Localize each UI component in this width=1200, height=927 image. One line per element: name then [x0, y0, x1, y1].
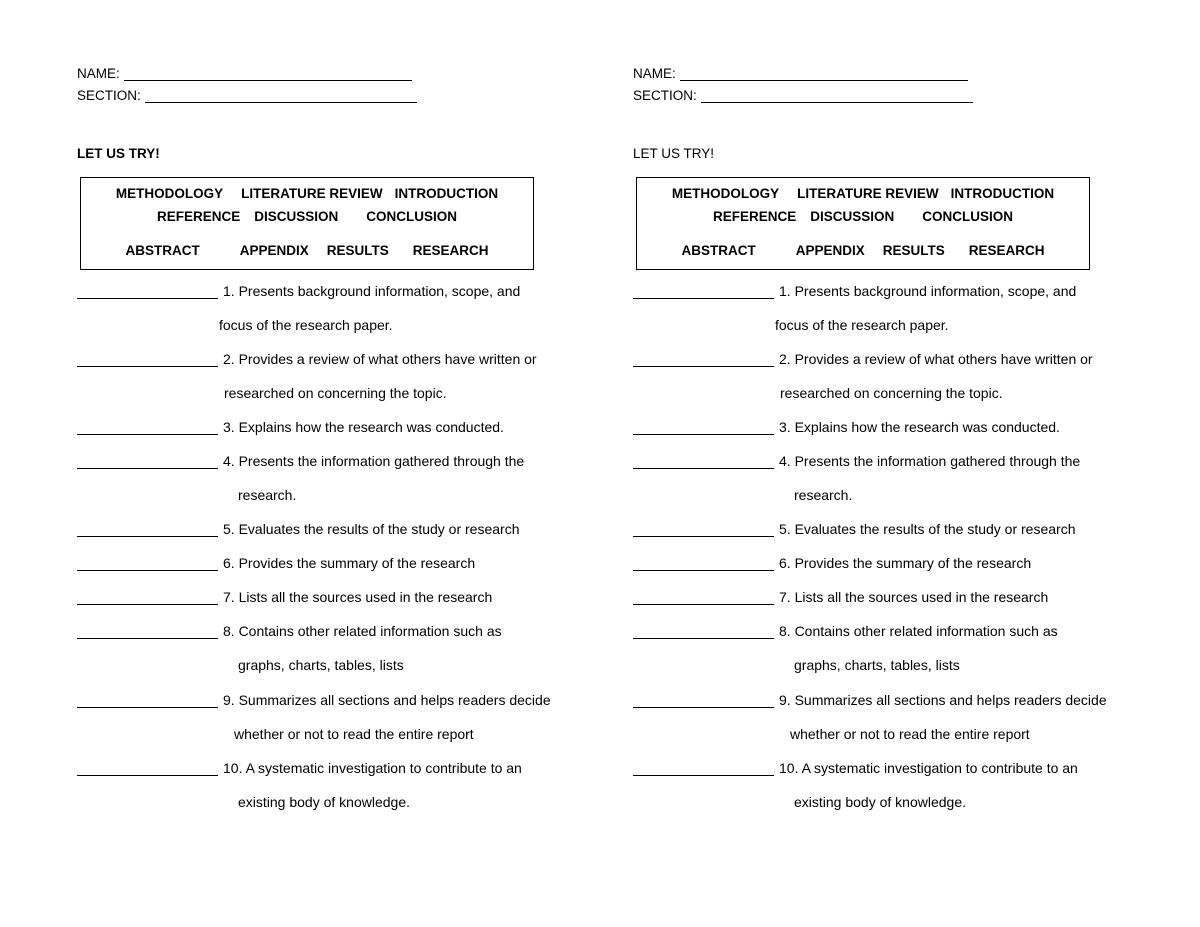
word-reference: REFERENCE — [156, 209, 241, 224]
section-field — [633, 88, 973, 103]
answer-blank[interactable] — [77, 761, 218, 776]
answer-blank[interactable] — [77, 454, 218, 469]
section-blank[interactable] — [701, 89, 973, 103]
question-7 — [77, 589, 492, 605]
answer-blank[interactable] — [77, 693, 218, 708]
question-text: 5. Evaluates the results of the study or research — [779, 521, 1076, 537]
section-field — [77, 88, 417, 103]
question-4 — [633, 453, 1080, 469]
question-9-continued: whether or not to read the entire report — [234, 726, 474, 742]
question-1-continued: focus of the research paper. — [219, 317, 393, 333]
question-text: 2. Provides a review of what others have written or — [779, 351, 1093, 367]
word-bank-row — [81, 243, 533, 258]
question-6 — [77, 555, 475, 571]
question-text: 6. Provides the summary of the research — [779, 555, 1032, 571]
word-abstract: ABSTRACT — [681, 243, 756, 258]
name-label: NAME: — [77, 66, 120, 81]
question-2 — [77, 351, 537, 367]
word-research: RESEARCH — [968, 243, 1045, 258]
name-blank[interactable] — [124, 67, 412, 81]
word-bank-box — [80, 177, 534, 270]
word-bank-row — [637, 209, 1089, 224]
question-5 — [633, 521, 1076, 537]
name-label: NAME: — [633, 66, 676, 81]
question-text: 4. Presents the information gathered through the — [779, 453, 1081, 469]
word-discussion: DISCUSSION — [810, 209, 895, 224]
answer-blank[interactable] — [77, 556, 218, 571]
answer-blank[interactable] — [77, 420, 218, 435]
section-label: SECTION: — [77, 88, 141, 103]
question-3 — [633, 419, 1060, 435]
word-introduction: INTRODUCTION — [950, 186, 1055, 201]
word-bank-row — [81, 209, 533, 224]
answer-blank[interactable] — [77, 590, 218, 605]
word-bank-row — [637, 186, 1089, 201]
question-text: 8. Contains other related information such as — [779, 623, 1058, 639]
question-9 — [633, 692, 1107, 708]
answer-blank[interactable] — [633, 284, 774, 299]
answer-blank[interactable] — [77, 522, 218, 537]
question-8 — [77, 623, 502, 639]
answer-blank[interactable] — [633, 352, 774, 367]
word-appendix: APPENDIX — [239, 243, 309, 258]
word-discussion: DISCUSSION — [254, 209, 339, 224]
answer-blank[interactable] — [633, 590, 774, 605]
word-conclusion: CONCLUSION — [366, 209, 458, 224]
word-introduction: INTRODUCTION — [394, 186, 499, 201]
word-abstract: ABSTRACT — [125, 243, 200, 258]
question-10 — [77, 760, 522, 776]
question-text: 3. Explains how the research was conducted. — [779, 419, 1060, 435]
answer-blank[interactable] — [633, 420, 774, 435]
answer-blank[interactable] — [633, 522, 774, 537]
question-text: 9. Summarizes all sections and helps readers decide — [779, 692, 1107, 708]
worksheet-right — [556, 0, 1116, 927]
word-methodology: METHODOLOGY — [671, 186, 780, 201]
word-reference: REFERENCE — [712, 209, 797, 224]
question-2-continued: researched on concerning the topic. — [224, 385, 447, 401]
question-text: 5. Evaluates the results of the study or research — [223, 521, 520, 537]
section-label: SECTION: — [633, 88, 697, 103]
worksheet-left — [0, 0, 560, 927]
word-conclusion: CONCLUSION — [922, 209, 1014, 224]
word-appendix: APPENDIX — [795, 243, 865, 258]
question-10 — [633, 760, 1078, 776]
question-2 — [633, 351, 1093, 367]
question-3 — [77, 419, 504, 435]
answer-blank[interactable] — [633, 454, 774, 469]
question-text: 9. Summarizes all sections and helps readers decide — [223, 692, 551, 708]
word-results: RESULTS — [326, 243, 389, 258]
question-text: 4. Presents the information gathered through the — [223, 453, 525, 469]
section-blank[interactable] — [145, 89, 417, 103]
question-2-continued: researched on concerning the topic. — [780, 385, 1003, 401]
answer-blank[interactable] — [633, 624, 774, 639]
word-bank-row — [637, 243, 1089, 258]
answer-blank[interactable] — [633, 693, 774, 708]
activity-heading: LET US TRY! — [77, 146, 160, 161]
question-text: 1. Presents background information, scope, and — [223, 283, 521, 299]
word-research: RESEARCH — [412, 243, 489, 258]
word-bank-row — [81, 186, 533, 201]
question-10-continued: existing body of knowledge. — [238, 794, 410, 810]
question-9 — [77, 692, 551, 708]
question-text: 1. Presents background information, scope, and — [779, 283, 1077, 299]
name-field — [77, 66, 412, 81]
question-1 — [633, 283, 1076, 299]
word-results: RESULTS — [882, 243, 945, 258]
question-8 — [633, 623, 1058, 639]
name-field — [633, 66, 968, 81]
question-7 — [633, 589, 1048, 605]
question-8-continued: graphs, charts, tables, lists — [794, 657, 960, 673]
answer-blank[interactable] — [633, 556, 774, 571]
question-text: 10. A systematic investigation to contribute to an — [223, 760, 522, 776]
question-9-continued: whether or not to read the entire report — [790, 726, 1030, 742]
word-bank-box — [636, 177, 1090, 270]
question-4-continued: research. — [794, 487, 853, 503]
question-1 — [77, 283, 520, 299]
question-text: 3. Explains how the research was conducted. — [223, 419, 504, 435]
activity-heading: LET US TRY! — [633, 146, 715, 161]
answer-blank[interactable] — [77, 284, 218, 299]
question-10-continued: existing body of knowledge. — [794, 794, 966, 810]
question-1-continued: focus of the research paper. — [775, 317, 949, 333]
word-literature-review: LITERATURE REVIEW — [797, 186, 939, 201]
word-methodology: METHODOLOGY — [115, 186, 224, 201]
question-4 — [77, 453, 524, 469]
question-text: 8. Contains other related information such as — [223, 623, 502, 639]
question-4-continued: research. — [238, 487, 297, 503]
answer-blank[interactable] — [77, 624, 218, 639]
question-text: 7. Lists all the sources used in the research — [779, 589, 1049, 605]
question-text: 6. Provides the summary of the research — [223, 555, 476, 571]
name-blank[interactable] — [680, 67, 968, 81]
question-8-continued: graphs, charts, tables, lists — [238, 657, 404, 673]
answer-blank[interactable] — [77, 352, 218, 367]
question-5 — [77, 521, 520, 537]
answer-blank[interactable] — [633, 761, 774, 776]
question-text: 7. Lists all the sources used in the research — [223, 589, 493, 605]
question-text: 10. A systematic investigation to contribute to an — [779, 760, 1078, 776]
question-text: 2. Provides a review of what others have written or — [223, 351, 537, 367]
word-literature-review: LITERATURE REVIEW — [241, 186, 383, 201]
question-6 — [633, 555, 1031, 571]
